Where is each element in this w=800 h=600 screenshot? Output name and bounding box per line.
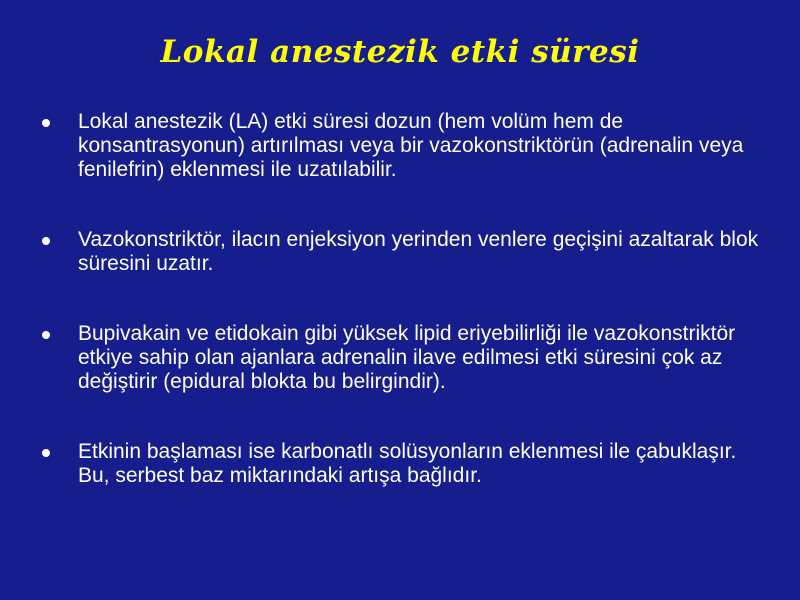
- bullet-text: Etkinin başlaması ise karbonatlı solüsyonların eklenmesi ile çabuklaşır. Bu, serbest baz miktarındaki artışa bağlıdır.: [78, 440, 737, 487]
- bullet-item: [40, 110, 760, 182]
- bullet-dot-icon: [42, 331, 50, 339]
- bullet-text: Lokal anestezik (LA) etki süresi dozun (hem volüm hem de konsantrasyonun) artırılması veya bir vazokonstriktörün (adrenalin veya fenilefrin) eklenmesi ile uzatılabilir.: [78, 110, 744, 181]
- bullet-dot-icon: [42, 449, 50, 457]
- bullet-text: Vazokonstriktör, ilacın enjeksiyon yerinden venlere geçişini azaltarak blok süresini uzatır.: [78, 228, 759, 275]
- bullet-text: Bupivakain ve etidokain gibi yüksek lipid eriyebilirliği ile vazokonstriktör etkiye sahip olan ajanlara adrenalin ilave edilmesi etki süresini çok az değiştirir (epidural blokta bu belirgindir).: [78, 322, 736, 393]
- bullet-item: [40, 228, 760, 276]
- bullet-dot-icon: [42, 237, 50, 245]
- bullet-item: [40, 440, 760, 488]
- bullet-list: [40, 110, 760, 534]
- slide-title: Lokal anestezik etki süresi: [160, 34, 640, 70]
- bullet-item: [40, 322, 760, 394]
- bullet-dot-icon: [42, 119, 50, 127]
